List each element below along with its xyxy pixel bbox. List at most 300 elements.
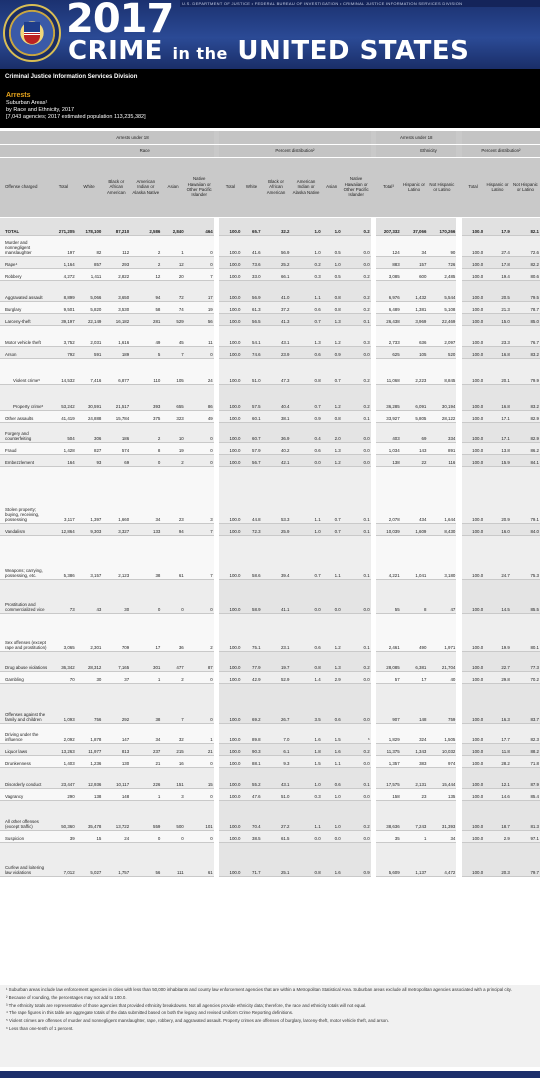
table-cell: 100.0	[219, 767, 241, 788]
table-cell: 3,969	[401, 313, 428, 325]
table-cell: 82.1	[511, 217, 540, 235]
table-cell: 100.0	[219, 723, 241, 743]
table-cell: 0.8	[322, 280, 342, 301]
table-cell: 100.0	[462, 842, 484, 876]
table-cell: 490	[401, 613, 428, 651]
table-cell: 0.2	[342, 358, 371, 384]
table-cell: 0.0	[290, 830, 321, 842]
table-cell: 0.6	[290, 346, 321, 358]
table-cell: 28,312	[76, 651, 103, 671]
table-cell: 0.7	[322, 523, 342, 535]
row-label: Offenses against the family and children	[0, 683, 51, 723]
table-cell: 186	[102, 422, 130, 442]
table-cell: 87.9	[511, 767, 540, 788]
table-cell: 6.1	[262, 743, 291, 755]
table-cell: 29.8	[484, 671, 511, 683]
table-cell: 14.6	[484, 788, 511, 800]
table-cell: 1.0	[322, 217, 342, 235]
col-pct-black: Black or African American	[262, 157, 291, 217]
table-cell: 56	[130, 842, 161, 876]
table-cell: 78.7	[511, 301, 540, 313]
table-cell: 1,357	[376, 755, 400, 767]
table-row	[0, 442, 540, 454]
table-cell: 100.0	[219, 842, 241, 876]
table-cell: 100.0	[462, 613, 484, 651]
table-cell: 73.6	[242, 256, 262, 268]
table-cell: 293	[102, 256, 130, 268]
table-cell: 24,888	[76, 410, 103, 422]
table-cell: 0.0	[342, 671, 371, 683]
table-cell: 0	[130, 579, 161, 613]
table-cell: 21,517	[102, 384, 130, 410]
table-cell: 17.8	[484, 256, 511, 268]
table-cell: 15,444	[427, 767, 456, 788]
table-cell: 8	[401, 579, 428, 613]
table-cell: 883	[376, 256, 400, 268]
table-cell: 80.1	[511, 613, 540, 651]
table-cell: 56.5	[242, 313, 262, 325]
table-cell: 2	[130, 256, 161, 268]
table-cell: 27.2	[262, 800, 291, 830]
table-cell: 49	[130, 325, 161, 346]
table-cell: 13,263	[51, 743, 75, 755]
table-cell: 100.0	[219, 442, 241, 454]
table-cell: 23,447	[51, 767, 75, 788]
table-cell: 2,733	[376, 325, 400, 346]
table-cell: 0.1	[342, 767, 371, 788]
table-cell: 1.2	[322, 384, 342, 410]
table-cell: 1,616	[102, 325, 130, 346]
table-cell: 100.0	[219, 268, 241, 280]
table-cell: 60.7	[242, 422, 262, 442]
table-cell: 1.2	[322, 325, 342, 346]
table-cell: 87	[185, 651, 214, 671]
table-cell: 1.1	[322, 535, 342, 579]
table-cell: 625	[376, 346, 400, 358]
table-cell: 0.5	[322, 268, 342, 280]
table-cell: 30,194	[427, 384, 456, 410]
table-cell: 7,243	[401, 800, 428, 830]
table-cell: 17.1	[484, 410, 511, 422]
table-cell: 17.1	[484, 422, 511, 442]
table-cell: 30	[102, 579, 130, 613]
table-cell: 90	[427, 235, 456, 256]
table-cell: 0.0	[342, 454, 371, 466]
table-cell: 100.0	[462, 268, 484, 280]
footnote: ¹ Suburban areas include law enforcement agencies in cities with less than 50,000 inhabitants and county law enforcement agencies that are within a Metropolitan Statistical Area. Suburban areas exclude all metropolitan agencies associated with a principal city.	[6, 987, 512, 992]
table-cell: 0.1	[342, 535, 371, 579]
table-cell: 9,303	[76, 523, 103, 535]
table-cell: 9.3	[262, 755, 291, 767]
table-cell: 0	[185, 683, 214, 723]
row-label: Prostitution and commercialized vice	[0, 579, 51, 613]
table-cell: 2.9	[322, 671, 342, 683]
col-pct-aian: American Indian or Alaska Native	[290, 157, 321, 217]
table-cell: 79.9	[511, 358, 540, 384]
table-cell: 7	[161, 683, 184, 723]
table-cell: 15.9	[484, 454, 511, 466]
table-cell: 100.0	[219, 579, 241, 613]
table-cell: 0.3	[342, 325, 371, 346]
table-cell: 1.3	[322, 313, 342, 325]
table-cell: 827	[76, 442, 103, 454]
table-cell: 178,100	[76, 217, 103, 235]
table-cell: 464	[185, 217, 214, 235]
table-cell: 226	[130, 767, 161, 788]
table-cell: 7	[185, 535, 214, 579]
table-cell: 1,609	[401, 523, 428, 535]
table-row	[0, 651, 540, 671]
table-cell: 0.7	[322, 358, 342, 384]
banner-agency-text: U.S. DEPARTMENT OF JUSTICE • FEDERAL BUREAU OF INVESTIGATION • CRIMINAL JUSTICE INFORMATION SERVICES DIVISION	[182, 1, 463, 6]
table-cell: 0.6	[290, 442, 321, 454]
table-cell: 5,027	[76, 842, 103, 876]
table-cell: 74.6	[242, 346, 262, 358]
table-cell: 25.2	[262, 256, 291, 268]
table-cell: 57	[376, 671, 400, 683]
table-cell: ⁶	[342, 723, 371, 743]
table-cell: 792	[51, 346, 75, 358]
table-cell: 11,977	[76, 743, 103, 755]
table-cell: 58	[130, 301, 161, 313]
table-cell: 61	[185, 842, 214, 876]
table-cell: 35,478	[76, 800, 103, 830]
table-cell: 5,820	[76, 301, 103, 313]
table-cell: 15,784	[102, 410, 130, 422]
table-cell: 0.8	[322, 410, 342, 422]
table-cell: 3	[185, 466, 214, 523]
table-cell: 94	[130, 280, 161, 301]
table-cell: 41.1	[262, 579, 291, 613]
table-cell: 135	[427, 788, 456, 800]
table-cell: 1,428	[51, 442, 75, 454]
table-cell: 0.2	[342, 743, 371, 755]
table-cell: 73	[51, 579, 75, 613]
table-cell: 1	[185, 723, 214, 743]
table-cell: 0.9	[322, 346, 342, 358]
table-cell: 1.6	[322, 743, 342, 755]
table-cell: 726	[427, 256, 456, 268]
table-cell: 559	[130, 800, 161, 830]
bottom-bar	[0, 1071, 540, 1078]
row-label: Violent crime⁵	[0, 358, 51, 384]
table-cell: 75.1	[242, 613, 262, 651]
table-cell: 57.5	[242, 384, 262, 410]
table-cell: 0	[185, 788, 214, 800]
table-cell: 23	[401, 788, 428, 800]
table-cell: 100.0	[462, 767, 484, 788]
table-cell: 5,108	[427, 301, 456, 313]
table-cell: 0	[185, 422, 214, 442]
table-cell: 17,575	[376, 767, 400, 788]
table-cell: 2,301	[76, 613, 103, 651]
table-cell: 49	[185, 410, 214, 422]
row-label: Vandalism	[0, 523, 51, 535]
col-aian: American Indian or Alaska Native	[130, 157, 161, 217]
table-cell: 79.7	[511, 842, 540, 876]
footnote: ⁶ Less than one-tenth of 1 percent.	[6, 1025, 74, 1031]
table-cell: 1.1	[290, 466, 321, 523]
table-cell: 51.0	[262, 788, 291, 800]
table-cell: 3,530	[102, 301, 130, 313]
table-cell: 33.0	[242, 268, 262, 280]
table-cell: 0.6	[322, 683, 342, 723]
table-cell: 26.7	[262, 683, 291, 723]
table-row	[0, 743, 540, 755]
col-pct-total: Total	[219, 157, 241, 217]
table-cell: 2	[161, 671, 184, 683]
table-cell: 1.3	[322, 442, 342, 454]
table-cell: 21.3	[484, 301, 511, 313]
table-cell: 0.7	[290, 313, 321, 325]
table-cell: 100.0	[462, 422, 484, 442]
table-cell: 77.9	[242, 651, 262, 671]
table-cell: 52.9	[262, 671, 291, 683]
table-cell: 101	[185, 800, 214, 830]
table-cell: 3,065	[51, 613, 75, 651]
table-cell: 0.0	[342, 256, 371, 268]
table-cell: 100.0	[219, 280, 241, 301]
table-cell: 375	[130, 410, 161, 422]
table-cell: 2,031	[76, 325, 103, 346]
table-cell: 10,039	[376, 523, 400, 535]
table-cell: 100.0	[219, 800, 241, 830]
table-cell: 0.0	[290, 454, 321, 466]
footnote: ³ The ethnicity totals are representative of those agencies that provided ethnicity breakdowns. Not all agencies provide ethnicity data; therefore, the race and ethnicity totals will not equal.	[6, 1002, 367, 1008]
header-arrests-under-18: Arrests under 18	[51, 131, 214, 144]
table-cell: 1,505	[427, 723, 456, 743]
table-cell: 0.0	[342, 755, 371, 767]
table-cell: 2,586	[130, 217, 161, 235]
table-cell: 0.4	[290, 422, 321, 442]
table-cell: 36,285	[376, 384, 400, 410]
table-cell: 20	[161, 268, 184, 280]
table-cell: 79.1	[511, 466, 540, 523]
table-cell: 1.2	[322, 454, 342, 466]
footnotes	[0, 985, 540, 1067]
table-cell: 383	[401, 755, 428, 767]
table-row	[0, 235, 540, 256]
table-cell: 85.0	[511, 313, 540, 325]
table-cell: 8,899	[51, 280, 75, 301]
footnote: ⁴ The rape figures in this table are aggregate totals of the data submitted based on both the legacy and revised Uniform Crime Reporting definitions.	[6, 1010, 294, 1016]
row-label: Murder and nonnegligent manslaughter	[0, 235, 51, 256]
table-cell: 93	[76, 454, 103, 466]
table-cell: 41.3	[262, 313, 291, 325]
table-cell: 3	[161, 788, 184, 800]
table-cell: 13,722	[102, 800, 130, 830]
col-asian: Asian	[161, 157, 184, 217]
table-cell: 5,066	[76, 280, 103, 301]
table-row	[0, 301, 540, 313]
table-cell: 1,971	[427, 613, 456, 651]
table-cell: 100.0	[462, 743, 484, 755]
table-cell: 72.6	[511, 235, 540, 256]
table-cell: 54.1	[242, 325, 262, 346]
table-subtitle-1: Suburban Areas¹	[6, 100, 48, 106]
table-cell: 1,403	[51, 755, 75, 767]
table-cell: 2,123	[102, 535, 130, 579]
table-cell: 3,327	[102, 523, 130, 535]
table-cell: 37	[102, 671, 130, 683]
table-cell: 30,591	[76, 384, 103, 410]
table-cell: 14,532	[51, 358, 75, 384]
table-cell: 891	[427, 442, 456, 454]
table-cell: 434	[401, 466, 428, 523]
table-cell: 47.6	[242, 788, 262, 800]
table-cell: 79.5	[511, 280, 540, 301]
table-cell: 21,704	[427, 651, 456, 671]
table-cell: 4,272	[51, 268, 75, 280]
table-cell: 138	[376, 454, 400, 466]
table-cell: 6,489	[376, 301, 400, 313]
table-cell: 61	[161, 535, 184, 579]
table-cell: 70	[51, 671, 75, 683]
table-cell: 207,332	[376, 217, 400, 235]
table-cell: 55	[376, 579, 400, 613]
table-cell: 197	[51, 235, 75, 256]
table-cell: 1.0	[290, 217, 321, 235]
table-cell: 47	[427, 579, 456, 613]
table-cell: 7	[161, 346, 184, 358]
table-cell: 2,840	[161, 217, 184, 235]
table-cell: 100.0	[462, 384, 484, 410]
footnote: ⁵ Violent crimes are offenses of murder and nonnegligent manslaughter, rape, robbery, and aggravated assault. Property crimes are offenses of burglary, larceny-theft, motor vehicle theft, and arson.	[6, 1018, 389, 1024]
table-cell: 0.7	[290, 535, 321, 579]
table-cell: 100.0	[462, 671, 484, 683]
row-label: Burglary	[0, 301, 51, 313]
table-cell: 100.0	[219, 830, 241, 842]
table-cell: 100.0	[462, 723, 484, 743]
table-cell: 17	[401, 671, 428, 683]
table-cell: 71.7	[242, 842, 262, 876]
table-cell: 0.0	[342, 346, 371, 358]
row-label: Aggravated assault	[0, 280, 51, 301]
table-cell: 301	[130, 651, 161, 671]
table-cell: 11	[185, 325, 214, 346]
row-label: Gambling	[0, 671, 51, 683]
table-cell: 100.0	[219, 217, 241, 235]
table-cell: 94	[161, 523, 184, 535]
table-row	[0, 454, 540, 466]
table-cell: 41,419	[51, 410, 75, 422]
table-cell: 88.1	[242, 755, 262, 767]
table-cell: 100.0	[219, 410, 241, 422]
table-cell: 0	[185, 579, 214, 613]
table-cell: 2,485	[427, 268, 456, 280]
table-cell: 70.4	[242, 800, 262, 830]
table-cell: 53,242	[51, 384, 75, 410]
table-cell: 11,375	[376, 743, 400, 755]
row-label: Arson	[0, 346, 51, 358]
table-cell: 290	[51, 788, 75, 800]
table-cell: 8,430	[427, 523, 456, 535]
table-cell: 10,032	[427, 743, 456, 755]
table-cell: 0	[161, 830, 184, 842]
table-cell: 403	[376, 422, 400, 442]
table-cell: 47.3	[262, 358, 291, 384]
table-cell: 24	[185, 358, 214, 384]
table-cell: 34	[130, 466, 161, 523]
table-cell: 51.0	[242, 358, 262, 384]
table-cell: 22,469	[427, 313, 456, 325]
table-cell: 0	[130, 830, 161, 842]
table-cell: 306	[76, 422, 103, 442]
table-cell: 1,878	[76, 723, 103, 743]
table-cell: 100.0	[462, 535, 484, 579]
footnote: ² Because of rounding, the percentages may not add to 100.0.	[6, 994, 127, 1000]
table-cell: 0.2	[342, 268, 371, 280]
table-cell: 40	[427, 671, 456, 683]
table-cell: 44.8	[242, 466, 262, 523]
table-cell: 0.8	[322, 301, 342, 313]
table-cell: 82.2	[511, 256, 540, 268]
table-cell: 39,197	[51, 313, 75, 325]
table-cell: 100.0	[462, 358, 484, 384]
table-subtitle-2: by Race and Ethnicity, 2017	[6, 107, 75, 113]
col-not-hispanic: Not Hispanic or Latino	[427, 157, 456, 217]
table-cell: 32.2	[262, 217, 291, 235]
row-label: Weapons; carrying, possessing, etc.	[0, 535, 51, 579]
col-eth-total: Total³	[376, 157, 400, 217]
table-cell: 0.2	[342, 280, 371, 301]
col-pct-asian: Asian	[322, 157, 342, 217]
table-cell: 1,381	[401, 301, 428, 313]
table-cell: 38	[130, 535, 161, 579]
table-cell: 0.1	[342, 313, 371, 325]
table-cell: 100.0	[219, 535, 241, 579]
table-cell: 0.2	[290, 256, 321, 268]
table-cell: 19.4	[484, 268, 511, 280]
table-cell: 23	[161, 466, 184, 523]
table-cell: 3,157	[76, 535, 103, 579]
col-hispanic: Hispanic or Latino	[401, 157, 428, 217]
table-cell: 100.0	[462, 755, 484, 767]
table-cell: 0.0	[290, 579, 321, 613]
table-cell: 15	[185, 767, 214, 788]
table-cell: 56.7	[242, 454, 262, 466]
table-cell: 41.0	[262, 280, 291, 301]
title-united-states: UNITED STATES	[237, 36, 470, 66]
table-cell: 12,864	[51, 523, 75, 535]
table-row	[0, 842, 540, 876]
row-label: Stolen property; buying, receiving, possessing	[0, 466, 51, 523]
table-cell: 1	[161, 235, 184, 256]
table-cell: 5	[130, 346, 161, 358]
table-cell: 0.0	[342, 830, 371, 842]
table-cell: 19	[185, 301, 214, 313]
row-label: Curfew and loitering law violations	[0, 842, 51, 876]
table-cell: 148	[401, 683, 428, 723]
table-cell: 25.1	[262, 842, 291, 876]
table-cell: 1,757	[102, 842, 130, 876]
table-cell: 0.0	[322, 579, 342, 613]
table-row	[0, 535, 540, 579]
table-row	[0, 256, 540, 268]
table-cell: 0.2	[342, 301, 371, 313]
arrests-table	[0, 131, 540, 877]
title-crime: CRIME	[68, 36, 163, 66]
table-cell: 138	[76, 788, 103, 800]
table-cell: 20.9	[484, 466, 511, 523]
table-cell: 100.0	[462, 466, 484, 523]
row-label: Motor vehicle theft	[0, 325, 51, 346]
table-row	[0, 523, 540, 535]
table-cell: 100.0	[462, 830, 484, 842]
table-cell: 1.0	[290, 767, 321, 788]
table-cell: 0.7	[322, 466, 342, 523]
table-cell: 100.0	[462, 280, 484, 301]
